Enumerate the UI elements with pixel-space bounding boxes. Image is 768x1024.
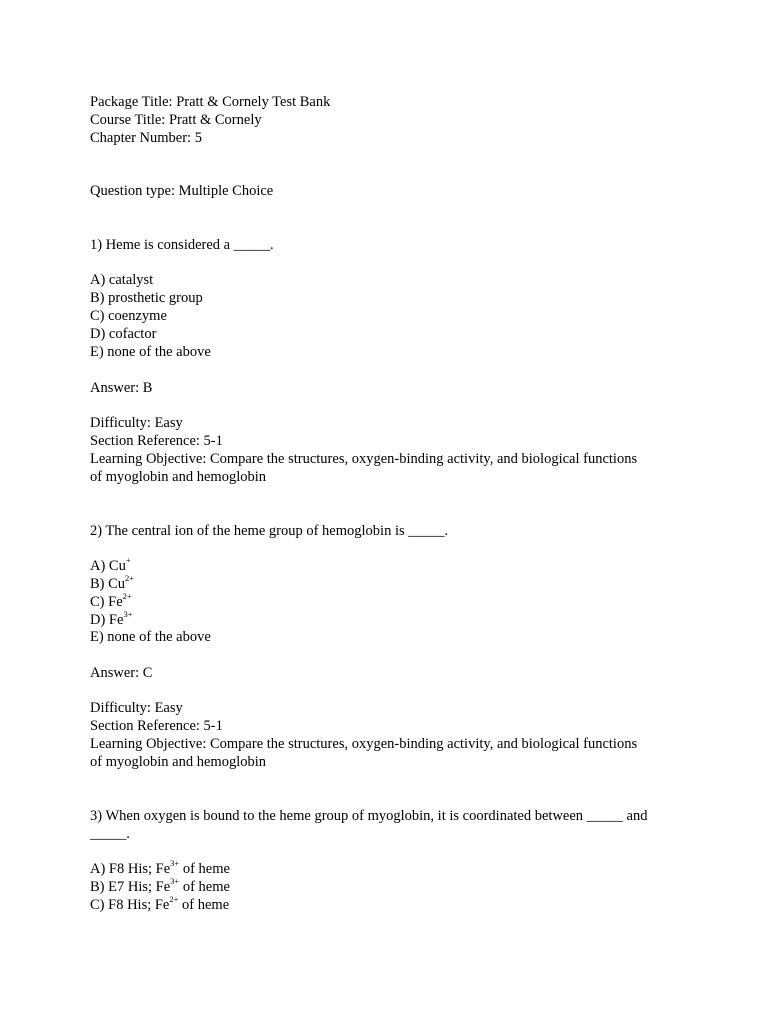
question-2-difficulty: Difficulty: Easy xyxy=(90,700,183,716)
question-1-stem: 1) Heme is considered a _____. xyxy=(90,237,274,253)
option-text: B) E7 His; Fe xyxy=(90,879,171,895)
option-text: A) F8 His; Fe xyxy=(90,861,171,877)
question-2-answer: Answer: C xyxy=(90,665,153,681)
question-2-option-e: E) none of the above xyxy=(90,629,211,645)
superscript-charge: 3+ xyxy=(123,609,133,619)
question-3-stem: 3) When oxygen is bound to the heme group of myoglobin, it is coordinated between _____ and xyxy=(90,808,648,824)
superscript-charge: 3+ xyxy=(170,858,180,868)
superscript-charge: + xyxy=(125,555,131,565)
superscript-charge: 3+ xyxy=(170,876,180,886)
question-2-learning-objective-cont: of myoglobin and hemoglobin xyxy=(90,754,266,770)
question-3-option-b xyxy=(90,878,230,897)
question-1-difficulty: Difficulty: Easy xyxy=(90,415,183,431)
question-2-stem: 2) The central ion of the heme group of hemoglobin is _____. xyxy=(90,523,449,539)
question-2-learning-objective: Learning Objective: Compare the structures, oxygen-binding activity, and biological functions xyxy=(90,736,638,752)
option-text: B) Cu xyxy=(90,576,126,592)
superscript-charge: 2+ xyxy=(122,591,132,601)
question-type: Question type: Multiple Choice xyxy=(90,183,274,199)
question-1-learning-objective-cont: of myoglobin and hemoglobin xyxy=(90,469,266,485)
superscript-charge: 2+ xyxy=(125,573,135,583)
question-1-option-c: C) coenzyme xyxy=(90,308,167,324)
question-3-stem-cont: _____. xyxy=(90,826,130,842)
option-suffix: of heme xyxy=(179,861,230,877)
option-text: C) Fe xyxy=(90,594,123,610)
option-suffix: of heme xyxy=(178,897,230,913)
question-1-option-b: B) prosthetic group xyxy=(90,290,203,306)
option-suffix: of heme xyxy=(179,879,230,895)
question-1-learning-objective: Learning Objective: Compare the structures, oxygen-binding activity, and biological functions xyxy=(90,451,638,467)
superscript-charge: 2+ xyxy=(169,894,179,904)
question-3-option-c xyxy=(90,896,229,915)
option-text: A) Cu xyxy=(90,558,126,574)
question-2-section-reference: Section Reference: 5-1 xyxy=(90,718,223,734)
option-text: C) F8 His; Fe xyxy=(90,897,170,913)
question-1-option-a: A) catalyst xyxy=(90,272,154,288)
option-text: D) Fe xyxy=(90,612,124,628)
question-3-option-a xyxy=(90,860,230,879)
chapter-number: Chapter Number: 5 xyxy=(90,130,202,146)
question-1-section-reference: Section Reference: 5-1 xyxy=(90,433,223,449)
question-1-answer: Answer: B xyxy=(90,380,153,396)
package-title: Package Title: Pratt & Cornely Test Bank xyxy=(90,94,331,110)
course-title: Course Title: Pratt & Cornely xyxy=(90,112,262,128)
question-1-option-d: D) cofactor xyxy=(90,326,157,342)
question-1-option-e: E) none of the above xyxy=(90,344,211,360)
